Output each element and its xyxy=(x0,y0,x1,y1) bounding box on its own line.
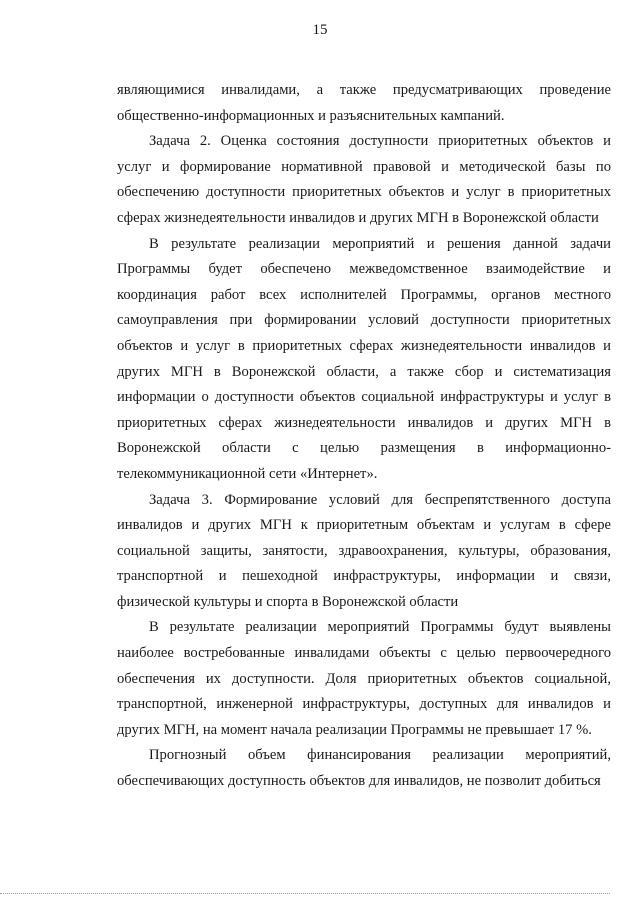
page-number: 15 xyxy=(312,22,328,38)
paragraph-line: транспортной и пешеходной инфраструктуры, информации и связи, xyxy=(117,568,611,585)
paragraph-line: объектов и услуг в приоритетных сферах жизнедеятельности инвалидов и xyxy=(117,337,611,354)
paragraph-line: Прогнозный объем финансирования реализации мероприятий, xyxy=(149,747,611,764)
paragraph-line: Задача 3. Формирование условий для беспрепятственного доступа xyxy=(149,491,611,508)
paragraph-line: транспортной, инженерной инфраструктуры, доступных для инвалидов и xyxy=(117,696,611,713)
paragraph-line: В результате реализации мероприятий и решения данной задачи xyxy=(149,235,611,252)
paragraph-line: информации о доступности объектов социальной инфраструктуры и услуг в xyxy=(117,389,611,406)
paragraph-line: инвалидов и других МГН к приоритетным объектам и услугам в сфере xyxy=(117,517,611,534)
scan-edge-line xyxy=(0,893,610,894)
paragraph-line: являющимися инвалидами, а также предусматривающих проведение xyxy=(117,82,611,98)
paragraph-line: самоуправления при формировании условий доступности приоритетных xyxy=(117,312,611,329)
paragraph-line: приоритетных сферах жизнедеятельности инвалидов и других МГН в xyxy=(117,414,611,431)
paragraph-line: услуг и формирование нормативной правовой и методической базы по xyxy=(117,158,611,175)
paragraph-line: других МГН, на момент начала реализации Программы не превышает 17 %. xyxy=(117,721,592,738)
paragraph-line: В результате реализации мероприятий Программы будут выявлены xyxy=(149,619,611,636)
paragraph-line: физической культуры и спорта в Воронежской области xyxy=(117,593,459,610)
paragraph-line: Задача 2. Оценка состояния доступности приоритетных объектов и xyxy=(149,133,611,150)
paragraph-line: сферах жизнедеятельности инвалидов и других МГН в Воронежской области xyxy=(117,209,599,226)
paragraph-line: обеспечению доступности приоритетных объектов и услуг в приоритетных xyxy=(117,184,611,201)
paragraph-line: наиболее востребованные инвалидами объекты с целью первоочередного xyxy=(117,645,611,662)
paragraph-line: общественно-информационных и разъяснительных кампаний. xyxy=(117,107,505,124)
paragraph-line: обеспечения их доступности. Доля приоритетных объектов социальной, xyxy=(117,670,611,687)
document-body xyxy=(117,78,611,795)
paragraph-line: координация работ всех исполнителей Программы, органов местного xyxy=(117,286,611,303)
paragraph-line: социальной защиты, занятости, здравоохранения, культуры, образования, xyxy=(117,542,611,559)
paragraph-line: Программы будет обеспечено межведомственное взаимодействие и xyxy=(117,261,611,278)
paragraph-line: телекоммуникационной сети «Интернет». xyxy=(117,465,378,482)
paragraph-line: Воронежской области с целью размещения в информационно- xyxy=(117,440,611,457)
paragraph-line: других МГН в Воронежской области, а также сбор и систематизация xyxy=(117,363,611,380)
paragraph-line: обеспечивающих доступность объектов для инвалидов, не позволит добиться xyxy=(117,773,601,790)
